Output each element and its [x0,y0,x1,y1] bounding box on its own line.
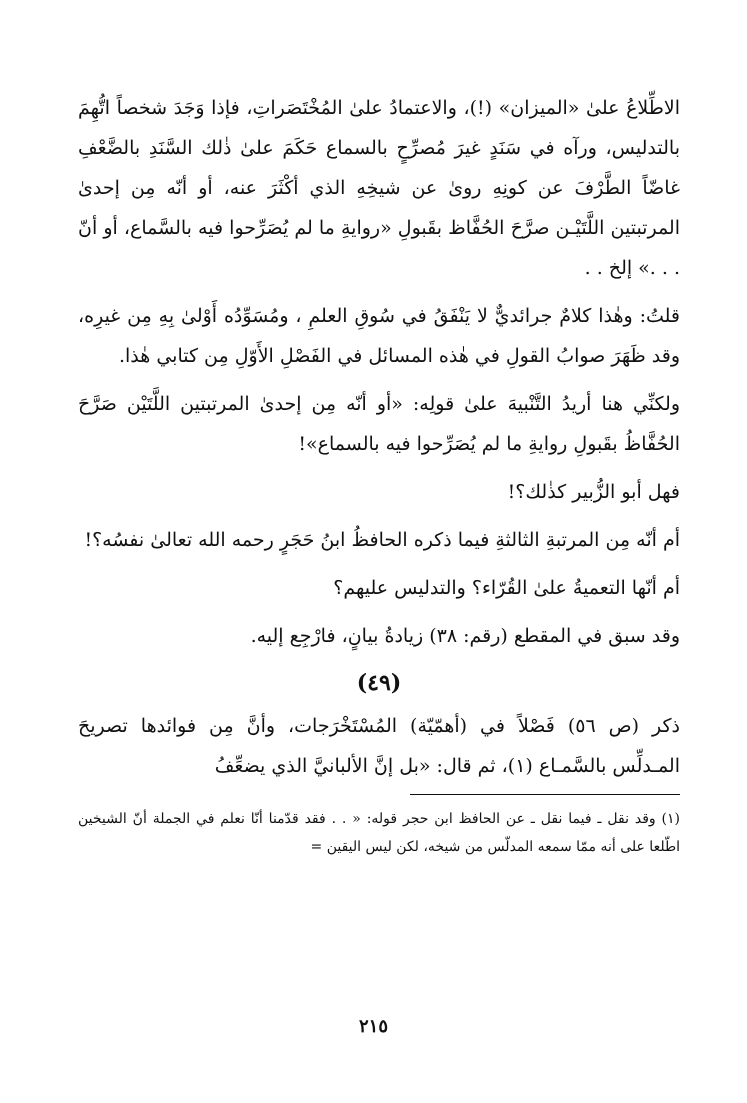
paragraph-intro: الاطِّلاعُ علىٰ «الميزان» (!)، والاعتمادُ علىٰ المُخْتَصَراتِ، فإذا وَجَدَ شخصاً اتُّهِمَ بالتدليس، ورآه في سَنَدٍ غيرَ مُصرِّحٍ بالسماع حَكَمَ علىٰ ذٰلك السَّنَدِ بالضَّعْفِ غاضّاً الطَّرْفَ عن كونِهِ روىٰ عن شيخِهِ الذي أكْثَرَ عنه، أو أنّه مِن إحدىٰ المرتبتين اللَّتَيْـن صرَّحَ الحُفَّاظ بقَبولِ «روايةِ ما لم يُصَرِّحوا فيه بالسَّماع، أو أنّ . . .» إلخ . . [78,97,680,279]
footnote: (١) وقد نقل ـ فيما نقل ـ عن الحافظ ابن حجر قوله: « . . فقد قدّمنا أنّا نعلم في الجملة أنّ الشيخين اطّلعا على أنه ممّا سمعه المدلّس من شيخه، لكن ليس اليقين = [78,811,680,855]
page-body [78,88,680,861]
paragraph-question-3: أم أنّها التعميةُ علىٰ القُرّاء؟ والتدليس عليهم؟ [333,577,680,599]
page-number: ٢١٥ [358,1016,388,1037]
paragraph-question-2: أم أنّه مِن المرتبةِ الثالثةِ فيما ذكره الحافظُ ابنُ حَجَرٍ رحمه الله تعالىٰ نفسُه؟! [84,529,680,551]
paragraph-note: ولكنِّي هنا أريدُ التَّنْبيهَ علىٰ قولِه: «أو أنّه مِن إحدىٰ المرتبتين اللَّتَيْن صَرَّحَ الحُفَّاظُ بقَبولِ روايةِ ما لم يُصَرِّحوا فيه بالسماع»! [78,393,680,455]
footnote-divider [410,794,680,795]
paragraph-section: ذكر (ص ٥٦) فَصْلاً في (أهمّيّة) المُسْتَخْرَجات، وأنَّ مِن فوائدها تصريحَ المـدلِّس بالسَّمـاع (١)، ثم قال: «بل إنَّ الألبانيَّ الذي يضعِّفُ [78,715,680,777]
paragraph-question-1: فهل أبو الزُّبير كذٰلك؟! [507,481,680,503]
section-number: (٤٩) [356,670,402,696]
paragraph-comment: قلتُ: وهٰذا كلامٌ جرائديٌّ لا يَنْفَقُ في سُوقِ العلمِ ، ومُسَوِّدُه أَوْلىٰ بِهِ مِن غيرِه، وقد ظَهَرَ صوابُ القولِ في هٰذه المسائل في الفَصْلِ الأَوّلِ مِن كتابي هٰذا. [78,305,680,367]
paragraph-reference: وقد سبق في المقطع (رقم: ٣٨) زيادةُ بيانٍ، فارْجِع إليه. [250,625,680,647]
